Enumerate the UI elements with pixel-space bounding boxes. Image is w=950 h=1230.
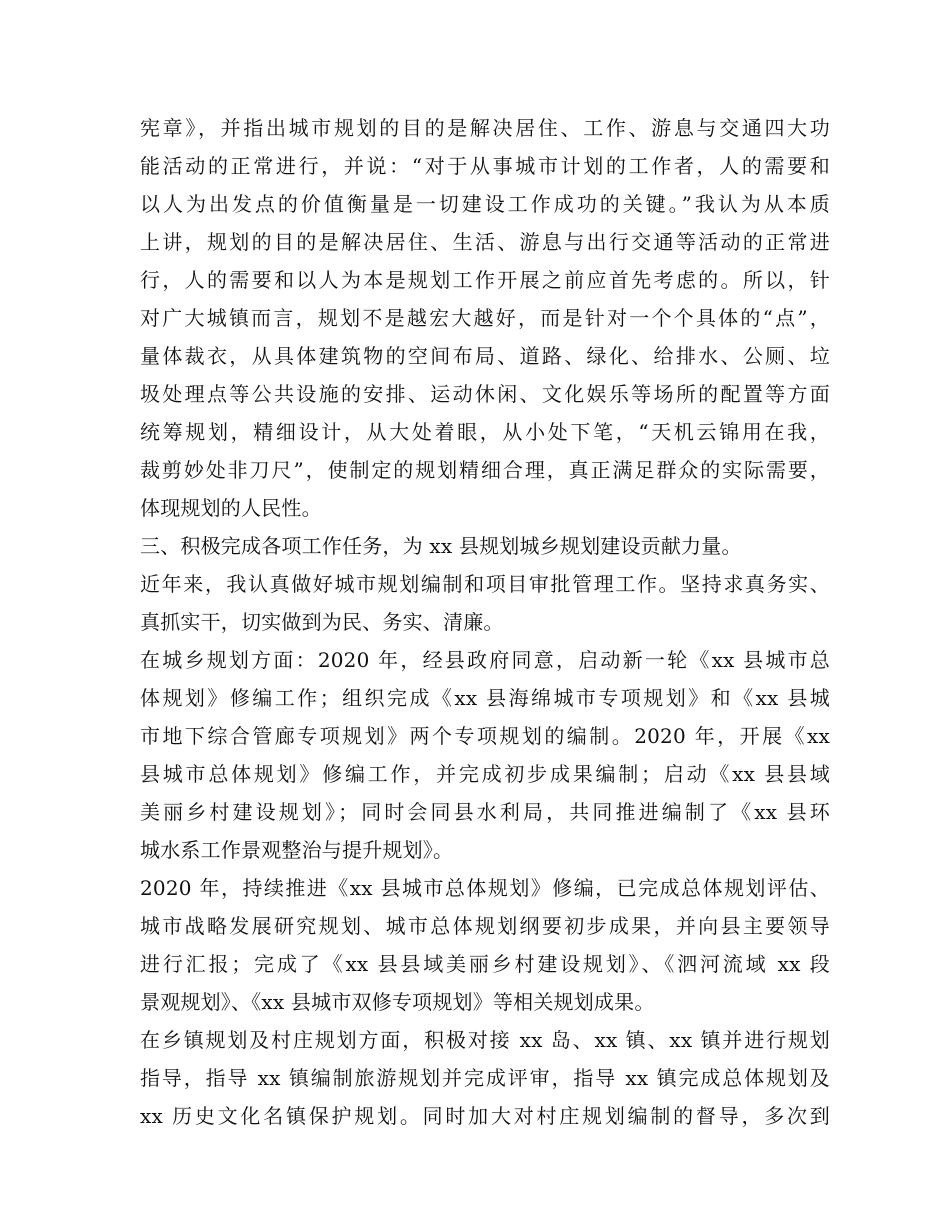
- document-body: [140, 109, 830, 1135]
- text-line: 体规划》修编工作；组织完成《xx 县海绵城市专项规划》和《xx 县城: [140, 686, 830, 710]
- text-line: xx 历史文化名镇保护规划。同时加大对村庄规划编制的督导，多次到: [140, 1104, 830, 1128]
- text-line: 上讲，规划的目的是解决居住、生活、游息与出行交通等活动的正常进: [140, 230, 830, 254]
- text-line: 能活动的正常进行，并说：“对于从事城市计划的工作者，人的需要和: [140, 154, 830, 178]
- text-line: 近年来，我认真做好城市规划编制和项目审批管理工作。坚持求真务实、: [140, 572, 830, 596]
- text-line: 以人为出发点的价值衡量是一切建设工作成功的关键。”我认为从本质: [140, 192, 830, 216]
- text-line: 在乡镇规划及村庄规划方面，积极对接 xx 岛、xx 镇、xx 镇并进行规划: [140, 1028, 830, 1052]
- text-line: 城市战略发展研究规划、城市总体规划纲要初步成果，并向县主要领导: [140, 914, 830, 938]
- text-line: 圾处理点等公共设施的安排、运动休闲、文化娱乐等场所的配置等方面: [140, 382, 830, 406]
- text-line: 对广大城镇而言，规划不是越宏大越好，而是针对一个个具体的“点”，: [140, 306, 830, 330]
- text-line: 真抓实干，切实做到为民、务实、清廉。: [140, 610, 504, 634]
- text-line: 美丽乡村建设规划》；同时会同县水利局，共同推进编制了《xx 县环: [140, 800, 830, 824]
- text-line: 量体裁衣，从具体建筑物的空间布局、道路、绿化、给排水、公厕、垃: [140, 344, 830, 368]
- text-line: 统筹规划，精细设计，从大处着眼，从小处下笔，“天机云锦用在我，: [140, 420, 830, 444]
- text-line: 城水系工作景观整治与提升规划》。: [140, 838, 454, 862]
- text-line: 裁剪妙处非刀尺”，使制定的规划精细合理，真正满足群众的实际需要，: [140, 458, 830, 482]
- text-line: 景观规划》、《xx 县城市双修专项规划》等相关规划成果。: [140, 990, 655, 1014]
- text-line: 行，人的需要和以人为本是规划工作开展之前应首先考虑的。所以，针: [140, 268, 830, 292]
- text-line: 县城市总体规划》修编工作，并完成初步成果编制；启动《xx 县县域: [140, 762, 830, 786]
- text-line: 宪章》，并指出城市规划的目的是解决居住、工作、游息与交通四大功: [140, 116, 830, 140]
- text-line: 指导，指导 xx 镇编制旅游规划并完成评审，指导 xx 镇完成总体规划及: [140, 1066, 830, 1090]
- text-line: 2020 年，持续推进《xx 县城市总体规划》修编，已完成总体规划评估、: [140, 876, 830, 900]
- text-line: 三、积极完成各项工作任务，为 xx 县规划城乡规划建设贡献力量。: [140, 534, 742, 558]
- text-line: 进行汇报；完成了《xx 县县域美丽乡村建设规划》、《泗河流域 xx 段: [140, 952, 830, 976]
- text-line: 体现规划的人民性。: [140, 496, 322, 520]
- text-line: 市地下综合管廊专项规划》两个专项规划的编制。2020 年，开展《xx: [140, 724, 830, 748]
- text-line: 在城乡规划方面：2020 年，经县政府同意，启动新一轮《xx 县城市总: [140, 648, 830, 672]
